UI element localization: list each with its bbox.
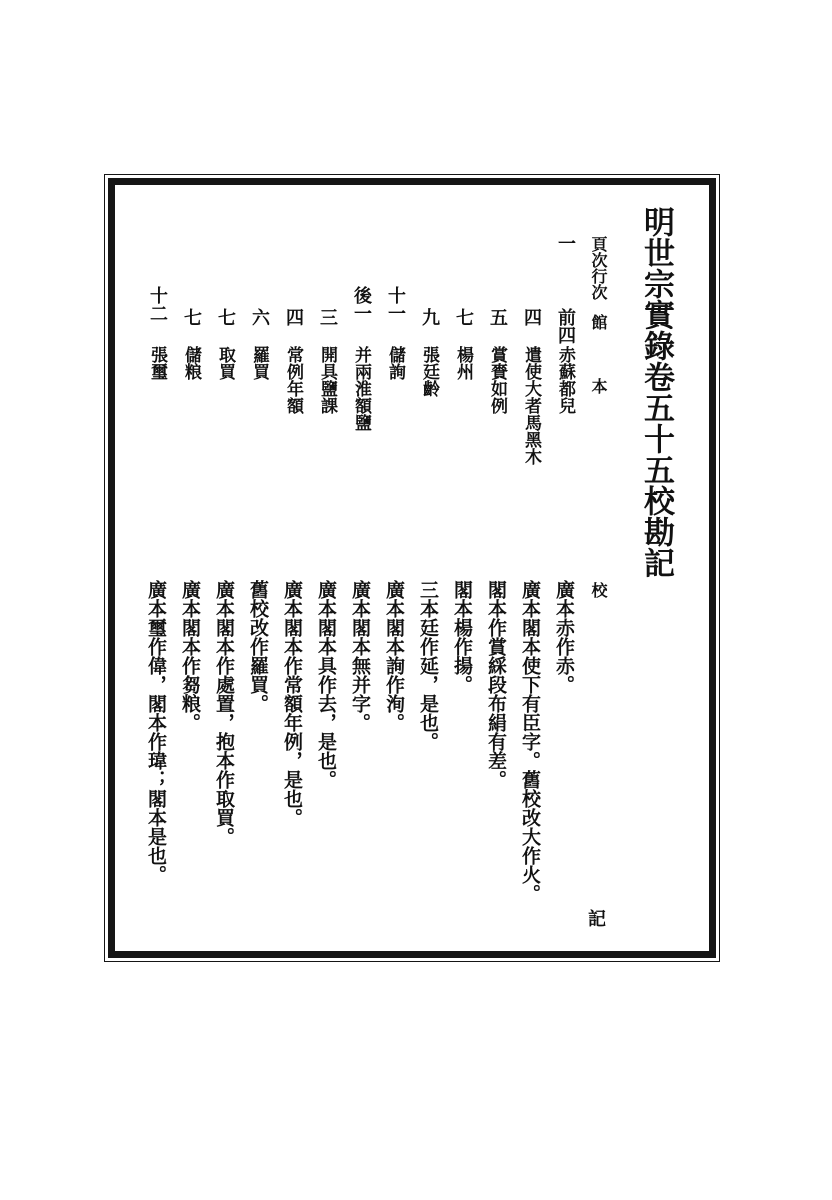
- page-label: 記: [588, 909, 606, 930]
- row-9-line: 四: [283, 308, 304, 326]
- row-9-term: 常例年額: [283, 346, 303, 414]
- row-2-term: 遣使大者馬黑木: [521, 346, 541, 465]
- header-page-col: 頁次: [589, 236, 608, 268]
- row-3-term: 賞賚如例: [487, 346, 507, 414]
- row-11-note: 廣本閣本作處置，抱本作取買。: [213, 580, 235, 846]
- row-5-line: 九: [419, 308, 440, 326]
- row-7-term: 并兩淮額鹽: [351, 346, 371, 431]
- row-12-line: 七: [181, 308, 202, 326]
- row-11-line: 七: [215, 308, 236, 326]
- row-2-line: 四: [521, 308, 542, 326]
- row-5-term: 張廷齡: [419, 346, 439, 397]
- row-13-line: 十二: [147, 286, 168, 322]
- row-1-term: 赤蘇都兒: [555, 346, 575, 414]
- row-10-line: 六: [249, 308, 270, 326]
- page-border: [108, 178, 716, 958]
- row-8-note: 廣本閣本具作去，是也。: [315, 580, 337, 789]
- row-8-term: 開具鹽課: [317, 346, 337, 414]
- row-1-line: 前四: [555, 308, 576, 344]
- header-text-col: 館 本: [589, 314, 608, 394]
- row-3-line: 五: [487, 308, 508, 326]
- row-3-note: 閣本作賞綵段布絹有差。: [485, 580, 507, 789]
- row-4-note: 閣本楊作揚。: [451, 580, 473, 694]
- header-line-col: 行次: [589, 268, 608, 300]
- row-10-term: 羅買: [249, 346, 269, 380]
- row-9-note: 廣本閣本作常額年例，是也。: [281, 580, 303, 827]
- row-4-term: 楊州: [453, 346, 473, 380]
- row-4-line: 七: [453, 308, 474, 326]
- row-13-note: 廣本璽作偉，閣本作瑋；閣本是也。: [145, 580, 167, 884]
- row-6-line: 十一: [385, 286, 406, 322]
- row-7-line: 後一: [351, 286, 372, 322]
- row-10-note: 舊校改作羅買。: [247, 580, 269, 713]
- row-2-note: 廣本閣本使下有臣字。舊校改大作火。: [519, 580, 541, 903]
- row-1-page: 一: [555, 234, 576, 252]
- document-title: 明世宗實錄卷五十五校勘記: [638, 206, 674, 578]
- row-8-line: 三: [317, 308, 338, 326]
- row-12-note: 廣本閣本作芻粮。: [179, 580, 201, 732]
- row-7-note: 廣本閣本無并字。: [349, 580, 371, 732]
- row-12-term: 儲粮: [181, 346, 201, 380]
- row-6-term: 儲詢: [385, 346, 405, 380]
- header-note-col: 校: [589, 582, 608, 598]
- row-13-term: 張璽: [147, 346, 167, 380]
- row-11-term: 取買: [215, 346, 235, 380]
- row-1-note: 廣本赤作赤。: [553, 580, 575, 694]
- row-5-note: 三本廷作延，是也。: [417, 580, 439, 751]
- row-6-note: 廣本閣本詢作洵。: [383, 580, 405, 732]
